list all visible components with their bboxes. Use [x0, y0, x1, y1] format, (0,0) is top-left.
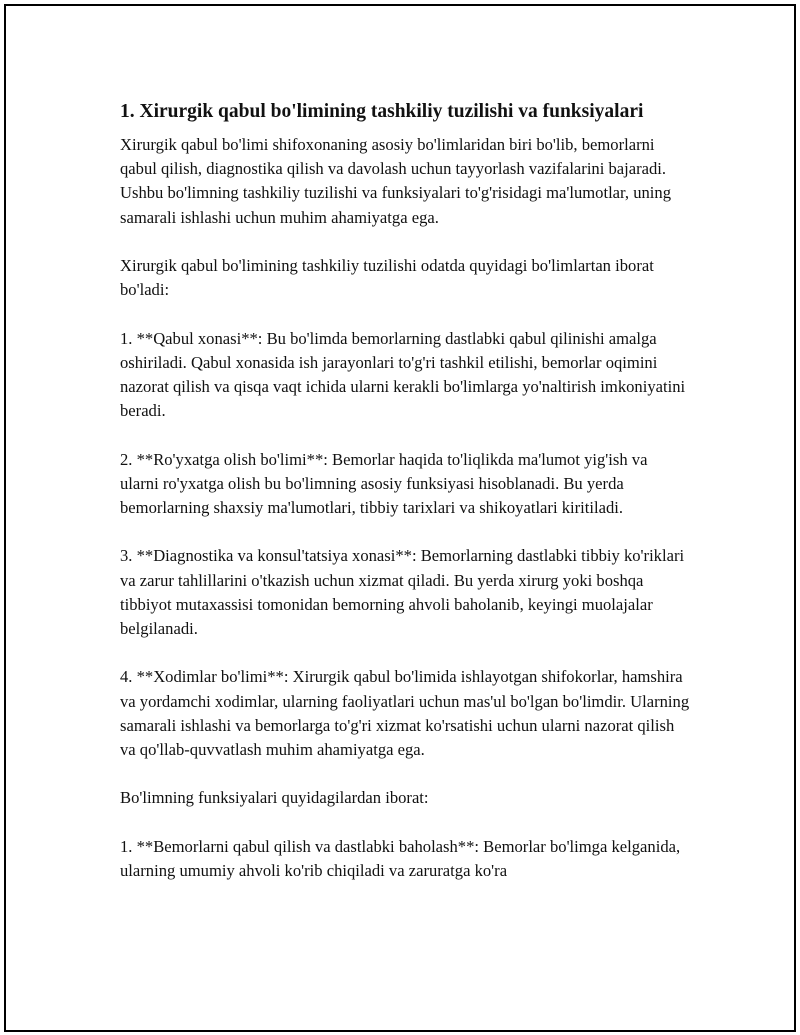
paragraph-functions-lead: Bo'limning funksiyalari quyidagilardan iborat: — [120, 788, 429, 808]
paragraph-structure-lead: Xirurgik qabul bo'limining tashkiliy tuzilishi odatda quyidagi bo'limlartan iborat bo'ladi: — [120, 256, 654, 300]
document-body — [120, 98, 690, 907]
paragraph-diagnostics: 3. **Diagnostika va konsul'tatsiya xonasi**: Bemorlarning dastlabki tibbiy ko'riklari va zarur tahlillarini o'tkazish uchun xizmat qiladi. Bu yerda xirurg yoki boshqa tibbiyot mutaxassisi tomonidan bemorning ahvoli baholanib, keyingi muolajalar belgilanadi. — [120, 546, 685, 638]
paragraph-registration: 2. **Ro'yxatga olish bo'limi**: Bemorlar haqida to'liqlikda ma'lumot yig'ish va ularni ro'yxatga olish bu bo'limning asosiy funksiyasi hisoblanadi. Bu yerda bemorlarning shaxsiy ma'lumotlari, tibbiy tarixlari va shikoyatlari kiritiladi. — [120, 449, 648, 517]
document-title: 1. Xirurgik qabul bo'limining tashkiliy tuzilishi va funksiyalari — [120, 101, 644, 122]
paragraph-function-1: 1. **Bemorlarni qabul qilish va dastlabki baholash**: Bemorlar bo'limga kelganida, ularning umumiy ahvoli ko'rib chiqiladi va zaruratga ko'ra — [120, 836, 681, 880]
page-frame — [4, 4, 796, 1032]
paragraph-intro: Xirurgik qabul bo'limi shifoxonaning asosiy bo'limlaridan biri bo'lib, bemorlarni qabul qilish, diagnostika qilish va davolash uchun tayyorlash vazifalarini bajaradi. Ushbu bo'limning tashkiliy tuzilishi va funksiyalari to'g'risidagi ma'lumotlar, uning samarali ishlashi uchun muhim ahamiyatga ega. — [120, 135, 671, 227]
paragraph-staff: 4. **Xodimlar bo'limi**: Xirurgik qabul bo'limida ishlayotgan shifokorlar, hamshira va yordamchi xodimlar, ularning faoliyatlari uchun mas'ul bo'lgan bo'limdir. Ularning samarali ishlashi va bemorlarga to'g'ri xizmat ko'rsatishi uchun ularni nazorat qilish va qo'llab-quvvatlash muhim ahamiyatga ega. — [120, 667, 690, 759]
paragraph-reception-room: 1. **Qabul xonasi**: Bu bo'limda bemorlarning dastlabki qabul qilinishi amalga oshiriladi. Qabul xonasida ish jarayonlari to'g'ri tashkil etilishi, bemorlar oqimini nazorat qilish va qisqa vaqt ichida ularni kerakli bo'limlarga yo'naltirish imkoniyatini beradi. — [120, 328, 686, 421]
